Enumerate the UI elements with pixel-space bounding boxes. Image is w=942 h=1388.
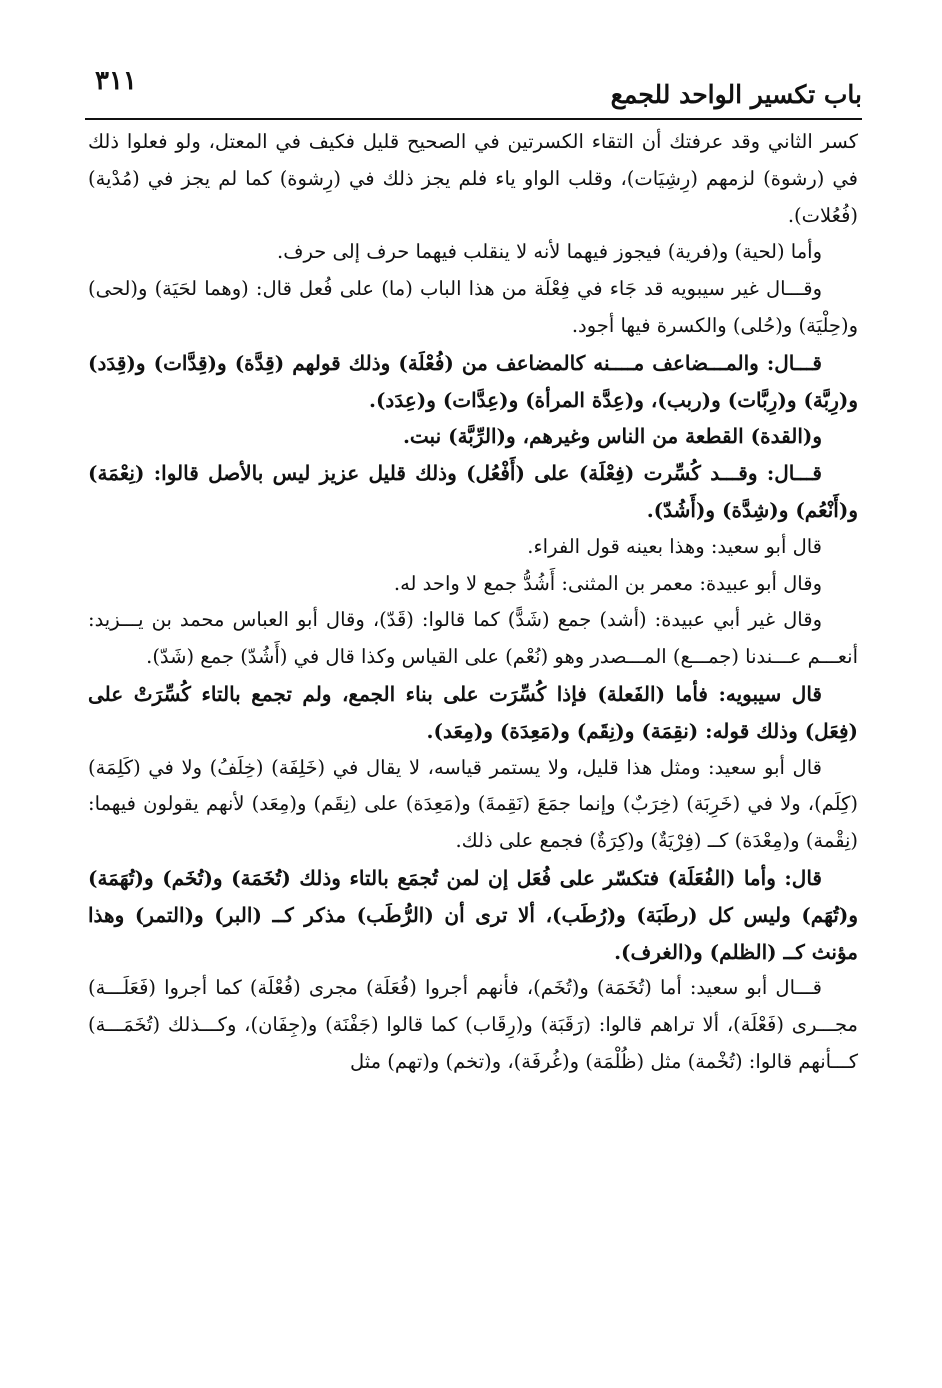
paragraph: كسر الثاني وقد عرفتك أن التقاء الكسرتين في الصحيح قليل فكيف في المعتل، ولو فعلوا ذلك في (رشوة) لزمهم (رِشِيَات)، وقلب الواو ياء فلم يجز ذلك في (رِشوة) كما لم يجز في (مُدْية) (فُعُلات). (88, 130, 858, 227)
paragraph-bold: قال سيبويه: فأما (الفَعلة) فإذا كُسِّرَت على بناء الجمع، ولم تجمع بالتاء كُسِّرَتْ على (فِعَل) وذلك قوله: (نقِمَة) و(نِقَم) و(مَعِدَة) و(مِعَد). (88, 681, 858, 743)
paragraph-bold: قـــال: وقـــد كُسِّرت (فِعْلَة) على (أَفْعُل) وذلك قليل عزيز ليس بالأصل قالوا: (نِعْمَة) و(أَنْعُم) و(شِدَّة) و(أَشُدّ). (88, 461, 858, 522)
page-number: ٣١١ (95, 66, 137, 96)
paragraph: وقال أبو عبيدة: معمر بن المثنى: أَشُدُّ جمع لا واحد له. (393, 571, 822, 595)
paragraph: قال أبو سعيد: وهذا بعينه قول الفراء. (527, 534, 822, 558)
paragraph: وقـــال غير سيبويه قد جَاء في فِعْلَة من هذا الباب (ما) على فُعل قال: (وهما لحَيَة) و(لحى) و(حِلْيَة) و(حُلى) والكسرة فيها أجود. (88, 277, 858, 337)
page-header (85, 58, 862, 118)
paragraph: وأما (لحية) و(فرية) فيجوز فيهما لأنه لا ينقلب فيهما حرف إلى حرف. (277, 240, 822, 264)
paragraph: وقال غير أبي عبيدة: (أشد) جمع (شَدًّ) كما قالوا: (قَدّ)، وقال أبو العباس محمد بن يـــزيد: أنعـــم عـــندنا (جمـــع) المـــصدر وهو (نُعْم) على القياس وكذا قال في (أَشُدّ) جمع (شَدّ). (88, 608, 858, 669)
header-divider (85, 118, 862, 120)
paragraph: قـــال أبو سعيد: أما (تُخَمَة) و(تُخَم)، فأنهم أجروا (فُعَلَة) مجرى (فُعْلَة) كما أجروا (فَعَلَـــة) مجـــرى (فَعْلَة)، ألا تراهم قالوا: (رَقَبَة) و(رِقَاب) كما قالوا (جَفْنَة) و(جِفَان)، وكـــذلك (تُخَمَـــة) كـــأنهم قالوا: (تُخْمة) مثل (ظُلْمَة) و(غُرفَة)، و(تخم) و(تهم) مثل (88, 976, 858, 1073)
paragraph: قال أبو سعيد: ومثل هذا قليل، ولا يستمر قياسه، لا يقال في (خَلِفَة) (خِلَفُ) ولا في (كَلِمَة) (كِلَم)، ولا في (خَرِبَة) (خِرَبٌ) وإنما جمَعَ (نَقِمةَ) و(مَعِدَة) على (نِقَم) و(مِعَد) لأنهم يقولون فيهما: (نِقْمة) و(مِعْدَة) كــ (فِرْيَةٌ) و(كِرَةٌ) فجمع على ذلك. (88, 755, 858, 853)
chapter-title: باب تكسير الواحد للجمع (610, 80, 862, 109)
body-text (88, 124, 858, 1081)
paragraph-bold: و(القدة) القطعة من الناس وغيرهم، و(الرِّبَّة) نبت. (402, 424, 822, 449)
paragraph-bold: قـــال: والمـــضاعف مــــنه كالمضاعف من (فُعْلَة) وذلك قولهم (قِدَّة) و(قِدَّات) و(قِدَد) و(رِبَّة) و(رِبَّات) و(ربب)، و(عِدَّة المرأة) و(عِدَّات) و(عِدَد). (88, 350, 858, 412)
paragraph-bold: قال: وأما (الفُعَلَة) فتكسّر على فُعَل إن لمن تُجمَع بالتاء وذلك (تُخَمَة) و(تُخَم) و(تُهَمَة) و(تُهَم) وليس كل (رطَبَة) و(رُطَب)، ألا ترى أن (الرُّطَب) مذكر كــ (البر) و(التمر) وهذا مؤنث كــ (الظلم) و(الغرف). (88, 865, 858, 964)
